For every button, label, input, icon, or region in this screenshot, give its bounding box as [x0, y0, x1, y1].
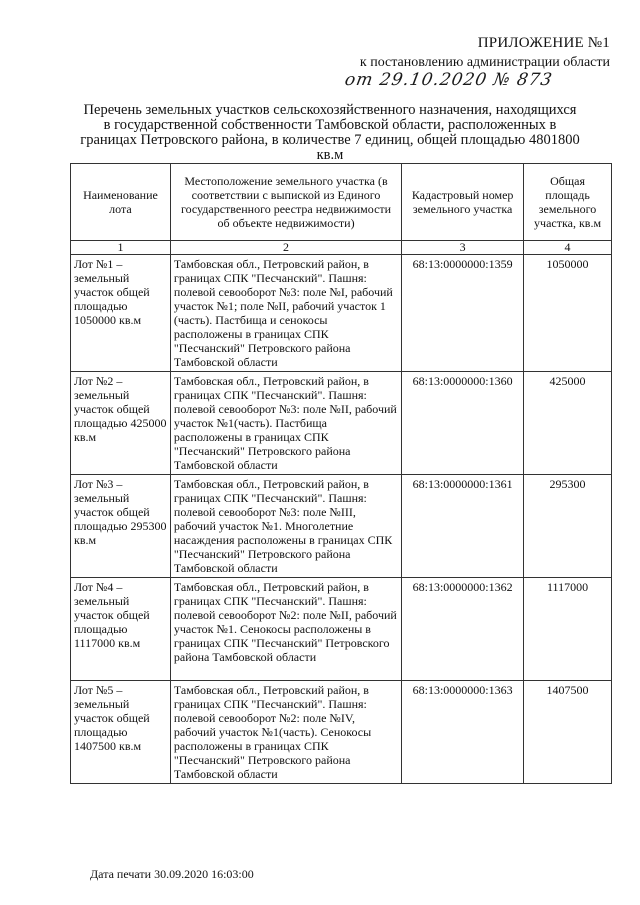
location-cell: Тамбовская обл., Петровский район, в границах СПК "Песчанский". Пашня: полевой севооборот №2: поле №II, рабочий участок №1. Сенокосы расположены в границах СПК "Песчанский" Петровского района Тамбовской области [170, 578, 401, 681]
table-row [71, 255, 612, 372]
header-lot-name: Наименование лота [71, 164, 171, 241]
location-cell: Тамбовская обл., Петровский район, в границах СПК "Песчанский". Пашня: полевой севооборот №2: поле №IV, рабочий участок №1(часть). Сенокосы расположены в границах СПК "Песчанский" Петровского района Тамбовской области [170, 681, 401, 784]
location-cell: Тамбовская обл., Петровский район, в границах СПК "Песчанский". Пашня: полевой севооборот №3: поле №III, рабочий участок №1. Многолетние насаждения расположены в границах СПК "Песчанский" Петровского района Тамбовской области [170, 475, 401, 578]
area-cell: 1407500 [524, 681, 612, 784]
table-row [71, 578, 612, 681]
table-row [71, 372, 612, 475]
lots-table [70, 163, 612, 784]
appendix-header [360, 34, 610, 72]
area-cell: 295300 [524, 475, 612, 578]
column-number-row [71, 241, 612, 255]
lot-name-cell: Лот №5 – земельный участок общей площадью 1407500 кв.м [71, 681, 171, 784]
area-cell: 425000 [524, 372, 612, 475]
column-number: 1 [71, 241, 171, 255]
area-cell: 1050000 [524, 255, 612, 372]
column-number: 3 [402, 241, 524, 255]
lot-name-cell: Лот №2 – земельный участок общей площадью 425000 кв.м [71, 372, 171, 475]
table-row [71, 475, 612, 578]
table-header-row [71, 164, 612, 241]
table-row [71, 681, 612, 784]
lot-name-cell: Лот №3 – земельный участок общей площадью 295300 кв.м [71, 475, 171, 578]
column-number: 4 [524, 241, 612, 255]
header-location: Местоположение земельного участка (в соответствии с выпиской из Единого государственного реестра недвижимости об объекте недвижимости) [170, 164, 401, 241]
lot-name-cell: Лот №4 – земельный участок общей площадью 1117000 кв.м [71, 578, 171, 681]
cadastral-cell: 68:13:0000000:1359 [402, 255, 524, 372]
area-cell: 1117000 [524, 578, 612, 681]
document-title: Перечень земельных участков сельскохозяйственного назначения, находящихся в государственной собственности Тамбовской области, расположенных в границах Петровского района, в количестве 7 единиц, общей площадью 4801800 кв.м [80, 102, 580, 163]
cadastral-cell: 68:13:0000000:1361 [402, 475, 524, 578]
appendix-subtitle: к постановлению администрации области [359, 55, 610, 70]
location-cell: Тамбовская обл., Петровский район, в границах СПК "Песчанский". Пашня: полевой севооборот №3: поле №I, рабочий участок №1; поле №II, рабочий участок 1 (часть). Пастбища и сенокосы расположены в границах СПК "Песчанский" Петровского района Тамбовской области [170, 255, 401, 372]
appendix-title: ПРИЛОЖЕНИЕ №1 [477, 35, 610, 51]
cadastral-cell: 68:13:0000000:1360 [402, 372, 524, 475]
header-cadastral-number: Кадастровый номер земельного участка [402, 164, 524, 241]
header-total-area: Общая площадь земельного участка, кв.м [524, 164, 612, 241]
location-cell: Тамбовская обл., Петровский район, в границах СПК "Песчанский". Пашня: полевой севооборот №3: поле №II, рабочий участок №1(часть). Пастбища расположены в границах СПК "Песчанский" Петровского района Тамбовской области [170, 372, 401, 475]
cadastral-cell: 68:13:0000000:1363 [402, 681, 524, 784]
column-number: 2 [170, 241, 401, 255]
print-date: Дата печати 30.09.2020 16:03:00 [90, 867, 254, 881]
handwritten-text: от 29.10.2020 № 873 [343, 70, 555, 90]
handwritten-resolution-ref [345, 70, 585, 94]
cadastral-cell: 68:13:0000000:1362 [402, 578, 524, 681]
lot-name-cell: Лот №1 – земельный участок общей площадью 1050000 кв.м [71, 255, 171, 372]
